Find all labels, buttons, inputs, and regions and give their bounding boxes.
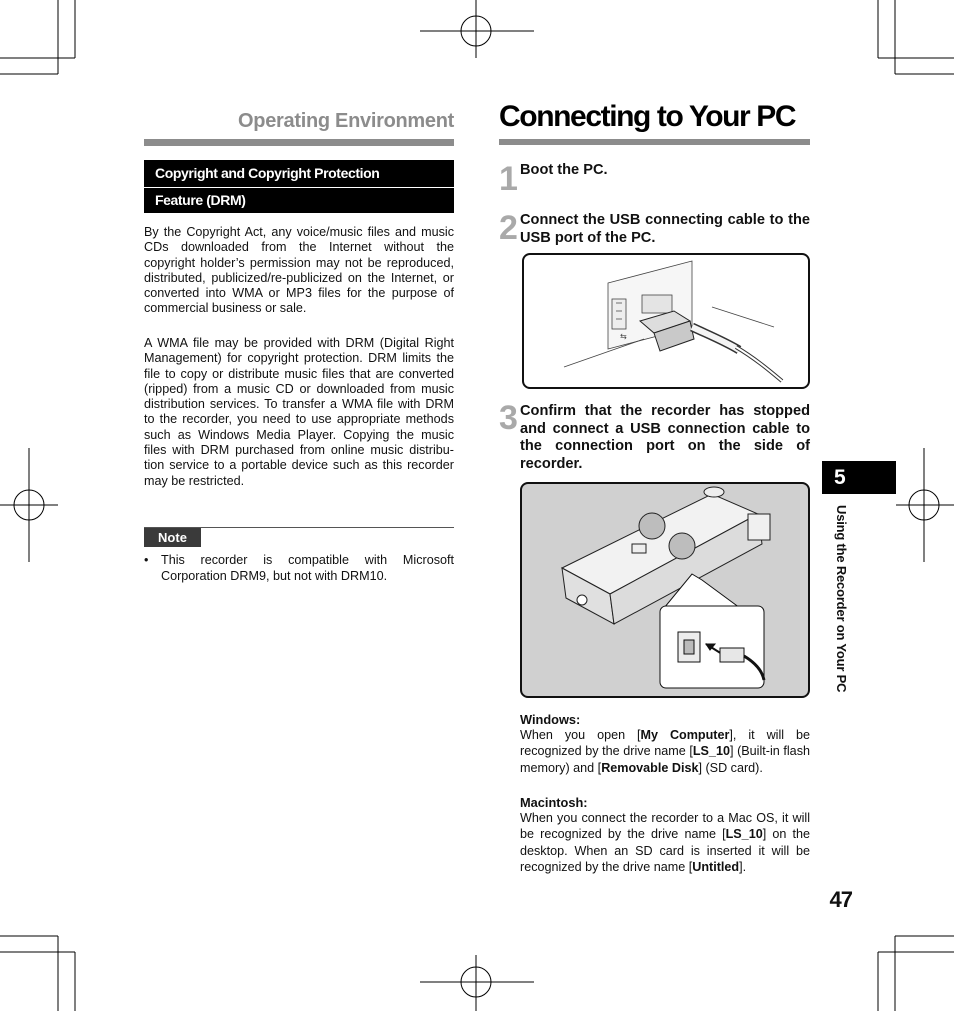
untitled-label: Untitled — [692, 859, 740, 874]
mac-drive-name-label: LS_10 — [725, 827, 763, 842]
drm-banner — [144, 160, 454, 213]
note-text: This recorder is compatible with Microsoft Corporation DRM9, but not with DRM10. — [161, 553, 454, 583]
page-number: 47 — [829, 887, 852, 912]
mac-text-2: ] on the desktop. When an SD card is inserted it will be recognized by the drive name [ — [520, 827, 811, 874]
my-computer-label: My Computer — [640, 728, 730, 742]
drm-paragraph: A WMA file may be provided with DRM (Digital Right Management) for copyright protection. DRM limits the file to copy or distribute music files that are converted (ripped) from a music CD or downloaded from music distribution services. To transfer a WMA file with DRM to the recorder, you need to use appropriate methods such as Windows Media Player. Copying the music files with DRM purchased from online music distribu-tion service to a portable device such as this recorder may be restricted. — [144, 336, 454, 488]
banner-line-1: Copyright and Copyright Protection — [155, 165, 380, 181]
macintosh-heading: Macintosh: — [520, 795, 588, 810]
section-rule — [144, 139, 454, 146]
step-2-number: 2 — [499, 209, 517, 247]
note-label: Note — [144, 528, 201, 547]
windows-text-1: When you open [ — [520, 728, 641, 742]
pc-usb-port-illustration — [522, 253, 810, 389]
macintosh-paragraph — [520, 810, 810, 875]
windows-text-4: ] (SD card). — [698, 760, 763, 775]
mac-text-3: ]. — [739, 859, 747, 874]
step-2-text: Connect the USB connecting cable to the USB port of the PC. — [520, 212, 810, 246]
copyright-paragraph: By the Copyright Act, any voice/music files and music CDs downloaded from the Internet without the copyright holder’s permission may not be reproduced, distributed, publicized/re-publicized on the Internet, or converted into WMA or MP3 files for the purpose of commercial business or sale. — [144, 225, 454, 316]
step-1-number: 1 — [499, 160, 517, 198]
note-item — [144, 553, 454, 584]
mac-text-1: When you connect the recorder to a Mac OS, it will be recognized by the drive name [ — [520, 811, 810, 842]
svg-text:⇆: ⇆ — [620, 332, 627, 341]
banner-line-2: Feature (DRM) — [144, 187, 454, 212]
windows-text-3: ] (Built-in flash memory) and [ — [520, 744, 810, 775]
windows-paragraph — [520, 727, 810, 776]
title-rule — [499, 139, 810, 145]
recorder-usb-illustration — [520, 482, 810, 698]
windows-text-2: ], it will be recognized by the drive name [ — [520, 728, 811, 759]
note-bullet: • — [144, 553, 149, 567]
step-1-text: Boot the PC. — [520, 162, 608, 178]
drive-name-label: LS_10 — [692, 744, 730, 759]
section-title: Operating Environment — [238, 110, 454, 132]
chapter-side-label: Using the Recorder on Your PC — [834, 505, 849, 693]
step-3-text: Confirm that the recorder has stopped and connect a USB connection cable to the connection port on the side of recorder. — [520, 403, 810, 472]
step-3-number: 3 — [499, 399, 517, 437]
windows-heading: Windows: — [520, 712, 581, 727]
removable-disk-label: Removable Disk — [601, 760, 699, 775]
page-title: Connecting to Your PC — [499, 100, 796, 133]
chapter-tab: 5 — [822, 461, 896, 494]
